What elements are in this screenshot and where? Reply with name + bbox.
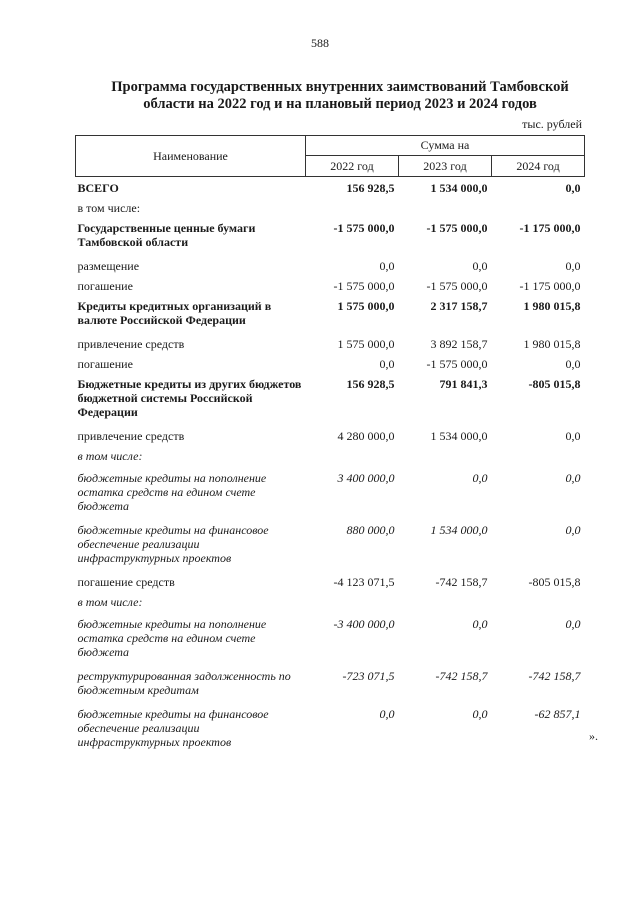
title-line-1: Программа государственных внутренних заимствований Тамбовской bbox=[111, 79, 569, 95]
value-2024: -742 158,7 bbox=[528, 668, 581, 683]
table-row bbox=[76, 255, 585, 275]
row-name: бюджетные кредиты на пополнение остатка средств на едином счете бюджета bbox=[77, 616, 267, 659]
value-2023: 2 317 158,7 bbox=[430, 298, 488, 313]
table-row bbox=[76, 467, 585, 519]
header-name: Наименование bbox=[76, 136, 306, 177]
value-2024: 1 980 015,8 bbox=[523, 336, 581, 351]
value-2024 bbox=[492, 445, 585, 467]
value-2023: 0,0 bbox=[472, 616, 488, 631]
row-name: в том числе: bbox=[77, 594, 143, 609]
row-name: ВСЕГО bbox=[77, 181, 119, 195]
value-2024: 0,0 bbox=[565, 181, 581, 195]
value-2023: -1 575 000,0 bbox=[426, 220, 488, 235]
row-name: в том числе: bbox=[77, 448, 143, 463]
table-row bbox=[76, 703, 585, 753]
value-2024: 1 980 015,8 bbox=[523, 298, 581, 313]
value-2022: 0,0 bbox=[379, 258, 395, 273]
value-2023 bbox=[399, 591, 492, 613]
row-name: привлечение средств bbox=[77, 428, 185, 443]
document-title bbox=[80, 79, 600, 113]
value-2024: 0,0 bbox=[565, 616, 581, 631]
value-2024: 0,0 bbox=[565, 470, 581, 485]
value-2022: -3 400 000,0 bbox=[333, 616, 395, 631]
table-row bbox=[76, 613, 585, 665]
table-row bbox=[76, 333, 585, 353]
table-row bbox=[76, 353, 585, 373]
value-2023: 3 892 158,7 bbox=[430, 336, 488, 351]
value-2023 bbox=[399, 445, 492, 467]
value-2024: -805 015,8 bbox=[528, 376, 581, 391]
title-line-2: области на 2022 год и на плановый период 2023 и 2024 годов bbox=[143, 96, 537, 112]
table-row bbox=[76, 445, 585, 467]
value-2022: -4 123 071,5 bbox=[333, 574, 395, 589]
table-row bbox=[76, 519, 585, 571]
value-2024: -62 857,1 bbox=[534, 706, 581, 721]
header-year-2022: 2022 год bbox=[306, 156, 399, 177]
value-2022 bbox=[306, 445, 399, 467]
table-row bbox=[76, 425, 585, 445]
value-2022: 0,0 bbox=[379, 706, 395, 721]
row-name: погашение bbox=[77, 356, 133, 371]
value-2023: 0,0 bbox=[472, 706, 488, 721]
row-name: погашение средств bbox=[77, 574, 175, 589]
row-name: размещение bbox=[77, 258, 140, 273]
row-name: погашение bbox=[77, 278, 133, 293]
value-2023: 1 534 000,0 bbox=[430, 522, 488, 537]
table-body bbox=[76, 177, 585, 753]
table-row bbox=[76, 571, 585, 591]
table-row bbox=[76, 591, 585, 613]
header-year-2023: 2023 год bbox=[399, 156, 492, 177]
value-2022: -1 575 000,0 bbox=[333, 278, 395, 293]
row-name: Кредиты кредитных организаций в валюте Российской Федерации bbox=[77, 298, 272, 327]
header-year-2024: 2024 год bbox=[492, 156, 585, 177]
value-2022: 1 575 000,0 bbox=[337, 336, 395, 351]
value-2022: 156 928,5 bbox=[346, 376, 395, 391]
row-name: бюджетные кредиты на финансовое обеспечение реализации инфраструктурных проектов bbox=[77, 522, 269, 565]
value-2022: 156 928,5 bbox=[346, 181, 395, 195]
value-2024: 0,0 bbox=[565, 258, 581, 273]
value-2023: 0,0 bbox=[472, 258, 488, 273]
row-name: бюджетные кредиты на пополнение остатка средств на едином счете бюджета bbox=[77, 470, 267, 513]
value-2023: 0,0 bbox=[472, 470, 488, 485]
value-2024: 0,0 bbox=[565, 522, 581, 537]
value-2022: -1 575 000,0 bbox=[333, 220, 395, 235]
row-name: в том числе: bbox=[77, 200, 141, 215]
row-name: Бюджетные кредиты из других бюджетов бюджетной системы Российской Федерации bbox=[77, 376, 302, 419]
row-name: бюджетные кредиты на финансовое обеспечение реализации инфраструктурных проектов bbox=[77, 706, 269, 749]
value-2023 bbox=[399, 197, 492, 217]
value-2024: -805 015,8 bbox=[528, 574, 581, 589]
value-2023: -742 158,7 bbox=[435, 668, 488, 683]
value-2023: -1 575 000,0 bbox=[426, 278, 488, 293]
value-2023: 791 841,3 bbox=[439, 376, 488, 391]
value-2024: -1 175 000,0 bbox=[519, 220, 581, 235]
value-2022: 3 400 000,0 bbox=[337, 470, 395, 485]
value-2024 bbox=[492, 197, 585, 217]
table-row bbox=[76, 665, 585, 703]
value-2023: -1 575 000,0 bbox=[426, 356, 488, 371]
value-2022: 1 575 000,0 bbox=[337, 298, 395, 313]
value-2023: 1 534 000,0 bbox=[430, 428, 488, 443]
table-row bbox=[76, 177, 585, 197]
value-2022: 880 000,0 bbox=[346, 522, 395, 537]
value-2024: -1 175 000,0 bbox=[519, 278, 581, 293]
value-2022: 0,0 bbox=[379, 356, 395, 371]
closing-quote-mark: ». bbox=[589, 729, 598, 743]
value-2024: 0,0 bbox=[565, 428, 581, 443]
row-name: реструктурированная задолженность по бюджетным кредитам bbox=[77, 668, 291, 697]
table-row bbox=[76, 295, 585, 333]
table-row bbox=[76, 373, 585, 425]
header-sum: Сумма на bbox=[306, 136, 585, 156]
row-name: Государственные ценные бумаги Тамбовской области bbox=[77, 220, 256, 249]
value-2023: 1 534 000,0 bbox=[430, 181, 488, 195]
value-2022 bbox=[306, 591, 399, 613]
value-2024 bbox=[492, 591, 585, 613]
borrowing-program-table bbox=[75, 135, 585, 753]
table-row bbox=[76, 197, 585, 217]
value-2022 bbox=[306, 197, 399, 217]
value-2024: 0,0 bbox=[565, 356, 581, 371]
value-2023: -742 158,7 bbox=[435, 574, 488, 589]
units-label: тыс. рублей bbox=[522, 117, 582, 131]
value-2022: 4 280 000,0 bbox=[337, 428, 395, 443]
table-row bbox=[76, 217, 585, 255]
row-name: привлечение средств bbox=[77, 336, 185, 351]
value-2022: -723 071,5 bbox=[342, 668, 395, 683]
page-number: 588 bbox=[311, 36, 329, 50]
table-row bbox=[76, 275, 585, 295]
